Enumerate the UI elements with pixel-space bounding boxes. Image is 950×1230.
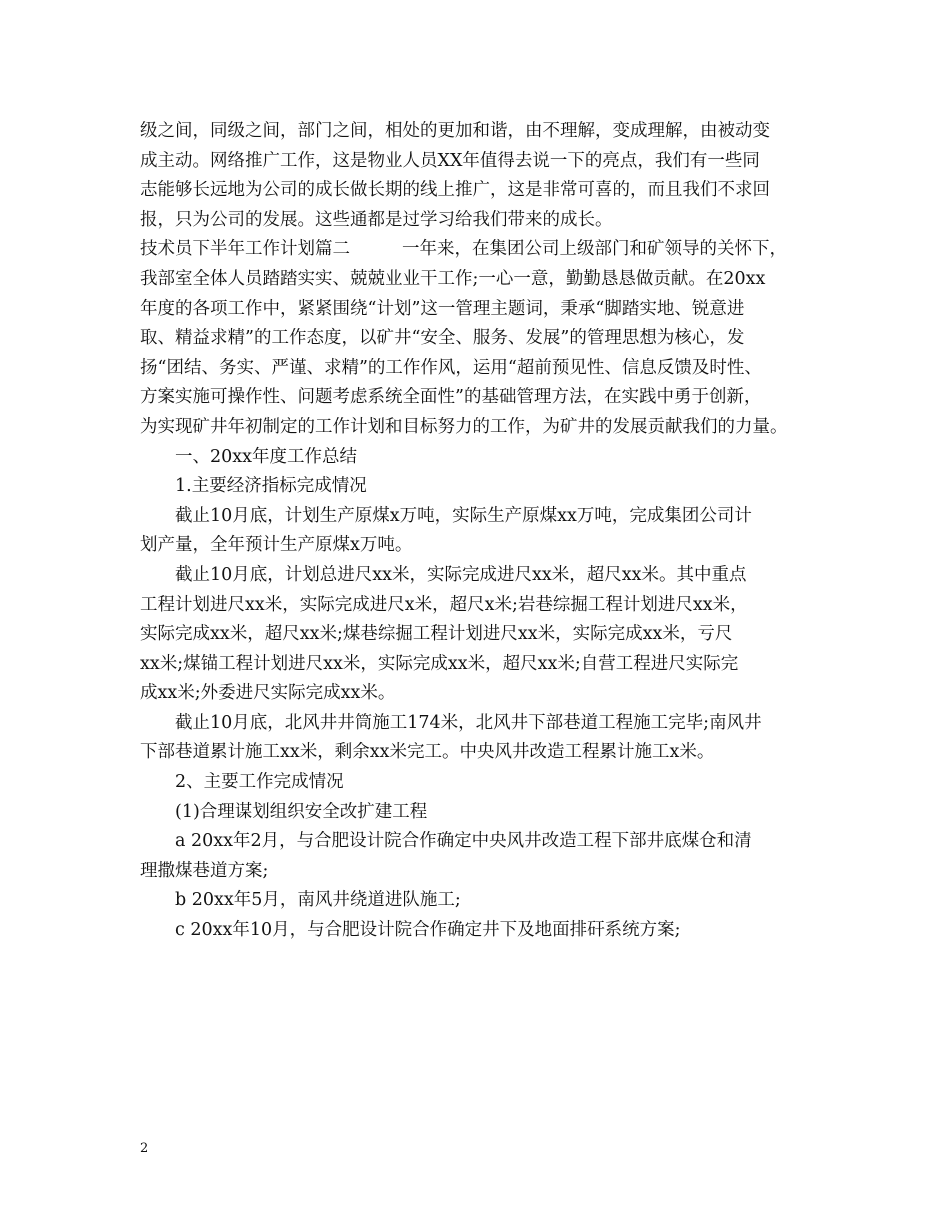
list-item: b 20xx年5月，南风井绕道进队施工;: [175, 890, 461, 911]
page-number: 2: [140, 1141, 149, 1156]
text-line: 扬“团结、务实、严谨、求精”的工作作风，运用“超前预见性、信息反馈及时性、: [140, 357, 762, 378]
text-line: 理撒煤巷道方案;: [140, 860, 269, 881]
text-line: 我部室全体人员踏踏实实、兢兢业业干工作;一心一意，勤勤恳恳做贡献。在20xx: [140, 268, 766, 289]
section-intro: 一年来，在集团公司上级部门和矿领导的关怀下，: [402, 239, 787, 260]
text-line: 为实现矿井年初制定的工作计划和目标努力的工作，为矿井的发展贡献我们的力量。: [140, 416, 788, 437]
text-line: 截止10月底，计划生产原煤x万吨，实际生产原煤xx万吨，完成集团公司计: [175, 505, 752, 526]
list-item: c 20xx年10月，与合肥设计院合作确定井下及地面排矸系统方案;: [175, 920, 681, 941]
subheading: (1)合理谋划组织安全改扩建工程: [175, 801, 428, 822]
body-text: [140, 117, 825, 946]
list-item: a 20xx年2月，与合肥设计院合作确定中央风井改造工程下部井底煤仓和清: [175, 831, 752, 852]
text-line: 实际完成xx米，超尺xx米;煤巷综掘工程计划进尺xx米，实际完成xx米，亏尺: [140, 624, 733, 645]
text-line: 成主动。网络推广工作，这是物业人员XX年值得去说一下的亮点，我们有一些同: [140, 150, 760, 171]
subheading: 一、20xx年度工作总结: [175, 446, 358, 467]
subheading: 2、主要工作完成情况: [175, 772, 344, 793]
text-line: xx米;煤锚工程计划进尺xx米，实际完成xx米，超尺xx米;自营工程进尺实际完: [140, 653, 739, 674]
text-line: 级之间，同级之间，部门之间，相处的更加和谐，由不理解，变成理解，由被动变: [140, 121, 770, 141]
text-line: 年度的各项工作中，紧紧围绕“计划”这一管理主题词，秉承“脚踏实地、锐意进: [140, 298, 745, 319]
section-heading-line: [140, 235, 825, 265]
text-line: 成xx米;外委进尺实际完成xx米。: [140, 683, 396, 704]
section-title: 技术员下半年工作计划篇二: [140, 239, 350, 260]
text-line: 方案实施可操作性、问题考虑系统全面性”的基础管理方法，在实践中勇于创新，: [140, 387, 762, 408]
text-line: 志能够长远地为公司的成长做长期的线上推广，这是非常可喜的，而且我们不求回: [140, 180, 770, 201]
subheading: 1.主要经济指标完成情况: [175, 476, 367, 497]
text-line: 划产量，全年预计生产原煤x万吨。: [140, 535, 413, 556]
text-line: 取、精益求精”的工作态度，以矿井“安全、服务、发展”的管理思想为核心，发: [140, 328, 745, 349]
text-line: 截止10月底，北风井井筒施工174米，北风井下部巷道工程施工完毕;南风井: [175, 712, 762, 733]
text-line: 下部巷道累计施工xx米，剩余xx米完工。中央风井改造工程累计施工x米。: [140, 742, 715, 763]
text-line: 工程计划进尺xx米，实际完成进尺x米，超尺x米;岩巷综掘工程计划进尺xx米，: [140, 594, 748, 615]
text-line: 报，只为公司的发展。这些通都是过学习给我们带来的成长。: [140, 209, 613, 230]
text-line: 截止10月底，计划总进尺xx米，实际完成进尺xx米，超尺xx米。其中重点: [175, 564, 747, 585]
